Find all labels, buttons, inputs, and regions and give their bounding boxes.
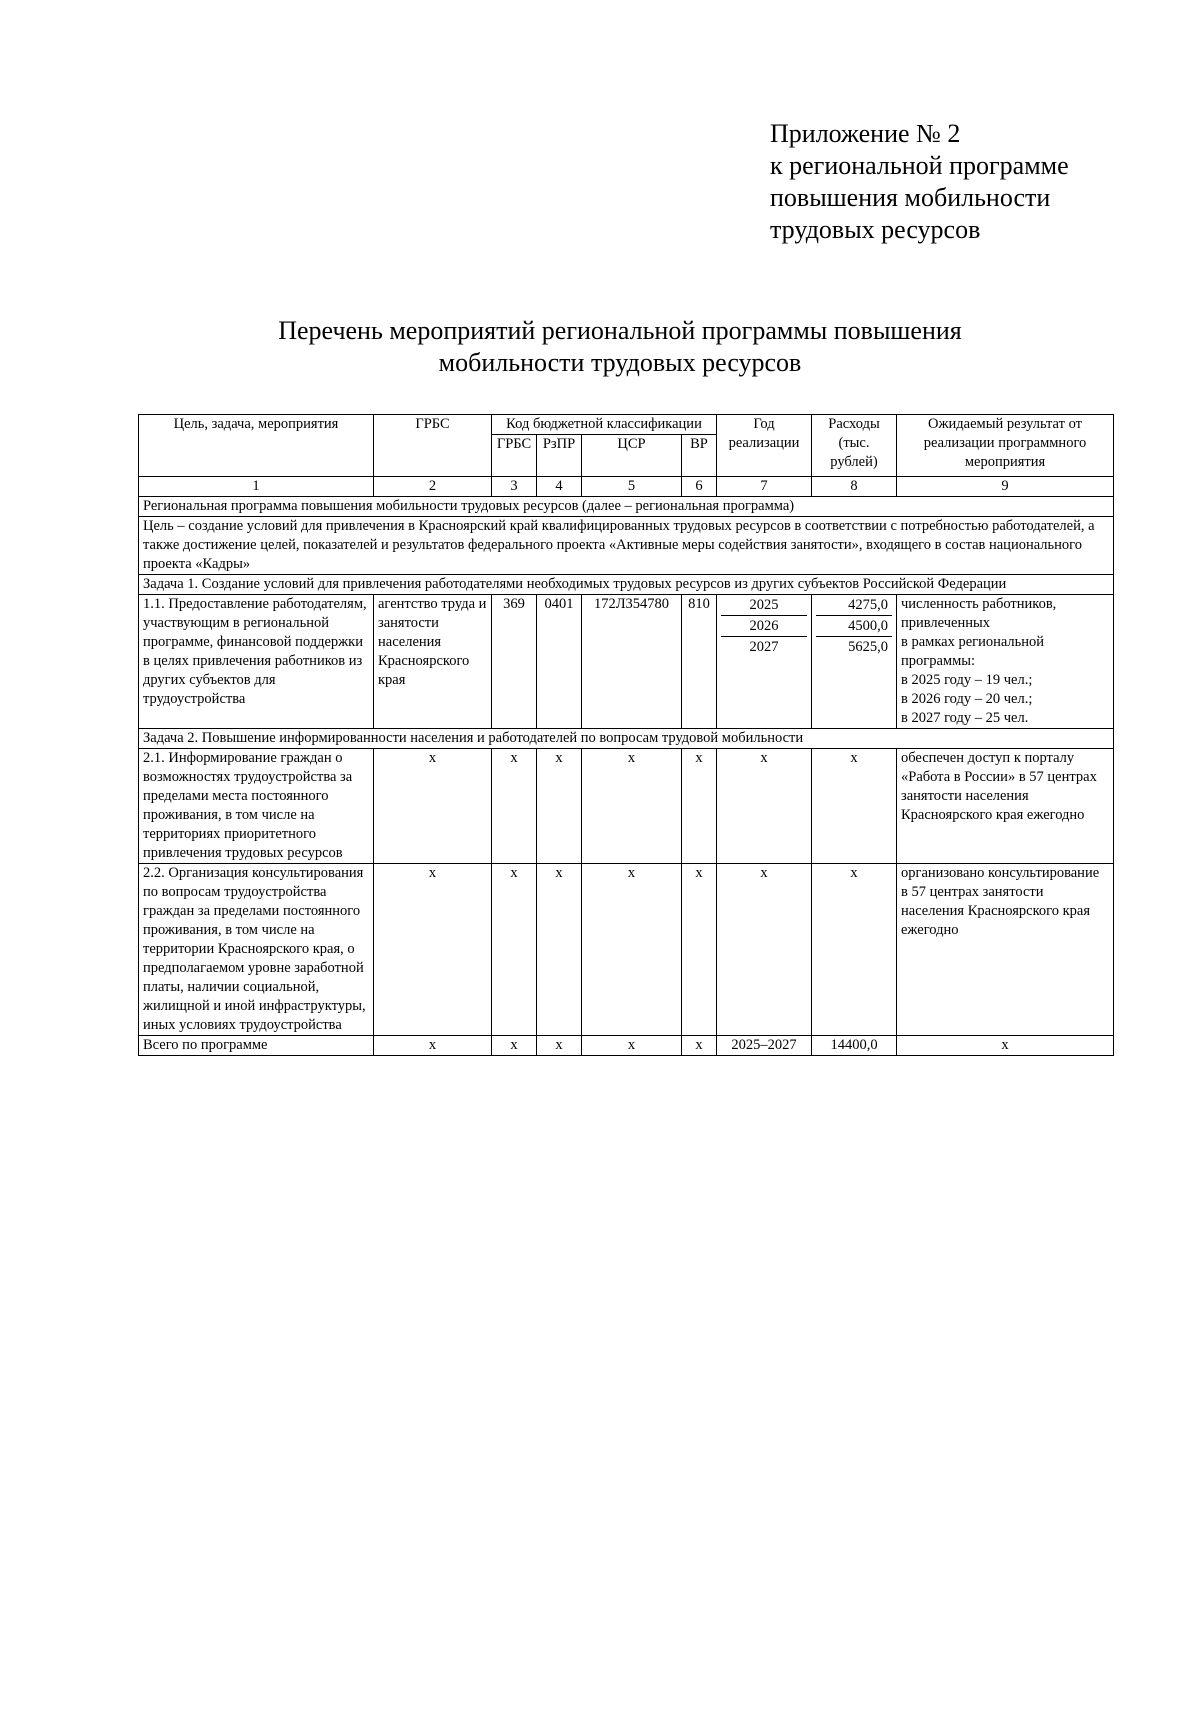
- mark-cell: х: [682, 864, 717, 1036]
- result-line: в 2027 году – 25 чел.: [901, 710, 1029, 726]
- measure-name: 2.2. Организация консультирования по вопросам трудоустройства граждан за пределами постоянного проживания, в том числе на территории Красноярского края, о предполагаемом уровне заработной платы, наличии социальной, жилищной и иной инфраструктуры, иных условиях трудоустройства: [139, 864, 374, 1036]
- mark-cell: х: [812, 864, 897, 1036]
- mark-cell: х: [682, 749, 717, 864]
- mark-cell: х: [374, 864, 492, 1036]
- amount-cell: 4275,0: [816, 595, 892, 616]
- col-number: 6: [682, 477, 717, 497]
- measures-table: [138, 414, 1114, 1056]
- appendix-line: трудовых ресурсов: [770, 215, 981, 244]
- result-line: в 2026 году – 20 чел.;: [901, 691, 1033, 707]
- mark-cell: х: [537, 1036, 582, 1056]
- total-row: [139, 1036, 1114, 1056]
- header-grbs: ГРБС: [374, 415, 492, 477]
- mark-cell: х: [717, 749, 812, 864]
- total-years: 2025–2027: [717, 1036, 812, 1056]
- result-line: программы:: [901, 653, 976, 669]
- result-line: численность работников,: [901, 596, 1057, 612]
- mark-cell: х: [537, 864, 582, 1036]
- col-number: 4: [537, 477, 582, 497]
- task-2-text: Задача 2. Повышение информированности населения и работодателей по вопросам трудовой мобильности: [139, 729, 1114, 749]
- measure-vr: 810: [682, 595, 717, 729]
- mark-cell: х: [492, 864, 537, 1036]
- result-line: в 2025 году – 19 чел.;: [901, 672, 1033, 688]
- header-sub-grbs: ГРБС: [492, 435, 537, 477]
- col-number: 5: [582, 477, 682, 497]
- header-sub-vr: ВР: [682, 435, 717, 477]
- task-row: [139, 729, 1114, 749]
- col-number: 3: [492, 477, 537, 497]
- header-budget-code: Код бюджетной классификации: [492, 415, 717, 435]
- mark-cell: х: [582, 749, 682, 864]
- amount-cell: 5625,0: [848, 639, 888, 655]
- document-title: [200, 315, 1040, 379]
- mark-cell: х: [374, 749, 492, 864]
- appendix-line: Приложение № 2: [770, 119, 961, 148]
- col-number: 8: [812, 477, 897, 497]
- mark-cell: х: [682, 1036, 717, 1056]
- header-year: Год реализации: [717, 415, 812, 477]
- measure-grbs: агентство труда и занятости населения Красноярского края: [374, 595, 492, 729]
- year-cell: 2027: [749, 639, 779, 655]
- mark-cell: х: [582, 864, 682, 1036]
- result-line: привлеченных: [901, 615, 990, 631]
- mark-cell: х: [492, 749, 537, 864]
- measure-code-grbs: 369: [492, 595, 537, 729]
- measure-row-2-2: [139, 864, 1114, 1036]
- total-amount: 14400,0: [812, 1036, 897, 1056]
- mark-cell: х: [717, 864, 812, 1036]
- measure-amounts: [812, 595, 897, 729]
- header-expenses: Расходы (тыс. рублей): [812, 415, 897, 477]
- title-line: Перечень мероприятий региональной программы повышения: [278, 316, 962, 345]
- header-goal: Цель, задача, мероприятия: [139, 415, 374, 477]
- amount-cell: 4500,0: [816, 616, 892, 637]
- year-cell: 2026: [721, 616, 807, 637]
- goal-text: Цель – создание условий для привлечения в Красноярский край квалифицированных трудовых ресурсов в соответствии с потребностью работодателей, а также достижение целей, показателей и результатов федерального проекта «Активные меры содействия занятости», входящего в состав национального проекта «Кадры»: [139, 517, 1114, 575]
- measure-name: 1.1. Предоставление работодателям, участвующим в региональной программе, финансовой поддержки в целях привлечения работников из других субъектов для трудоустройства: [139, 595, 374, 729]
- mark-cell: х: [582, 1036, 682, 1056]
- measure-result: [897, 595, 1114, 729]
- header-row: [139, 415, 1114, 435]
- result-line: в рамках региональной: [901, 634, 1045, 650]
- mark-cell: х: [897, 1036, 1114, 1056]
- measure-result: обеспечен доступ к порталу «Работа в России» в 57 центрах занятости населения Красноярского края ежегодно: [897, 749, 1114, 864]
- year-cell: 2025: [721, 595, 807, 616]
- measure-rzpr: 0401: [537, 595, 582, 729]
- header-sub-rzpr: РзПР: [537, 435, 582, 477]
- task-row: [139, 575, 1114, 595]
- col-number: 7: [717, 477, 812, 497]
- task-1-text: Задача 1. Создание условий для привлечения работодателями необходимых трудовых ресурсов из других субъектов Российской Федерации: [139, 575, 1114, 595]
- appendix-line: повышения мобильности: [770, 183, 1051, 212]
- measure-years: [717, 595, 812, 729]
- measure-row-2-1: [139, 749, 1114, 864]
- header-result: Ожидаемый результат от реализации программного мероприятия: [897, 415, 1114, 477]
- measure-result: организовано консультирование в 57 центрах занятости населения Красноярского края ежегодно: [897, 864, 1114, 1036]
- measure-name: 2.1. Информирование граждан о возможностях трудоустройства за пределами места постоянного проживания, в том числе на территориях приоритетного привлечения трудовых ресурсов: [139, 749, 374, 864]
- mark-cell: х: [374, 1036, 492, 1056]
- mark-cell: х: [492, 1036, 537, 1056]
- goal-row: [139, 517, 1114, 575]
- column-number-row: [139, 477, 1114, 497]
- col-number: 2: [374, 477, 492, 497]
- mark-cell: х: [812, 749, 897, 864]
- header-sub-csr: ЦСР: [582, 435, 682, 477]
- program-row: [139, 497, 1114, 517]
- appendix-line: к региональной программе: [770, 151, 1069, 180]
- col-number: 1: [139, 477, 374, 497]
- total-label: Всего по программе: [139, 1036, 374, 1056]
- measure-csr: 172Л354780: [582, 595, 682, 729]
- program-name: Региональная программа повышения мобильности трудовых ресурсов (далее – региональная программа): [139, 497, 1114, 517]
- col-number: 9: [897, 477, 1114, 497]
- measure-row-1-1: [139, 595, 1114, 729]
- mark-cell: х: [537, 749, 582, 864]
- appendix-block: [770, 118, 1170, 246]
- title-line: мобильности трудовых ресурсов: [438, 348, 802, 377]
